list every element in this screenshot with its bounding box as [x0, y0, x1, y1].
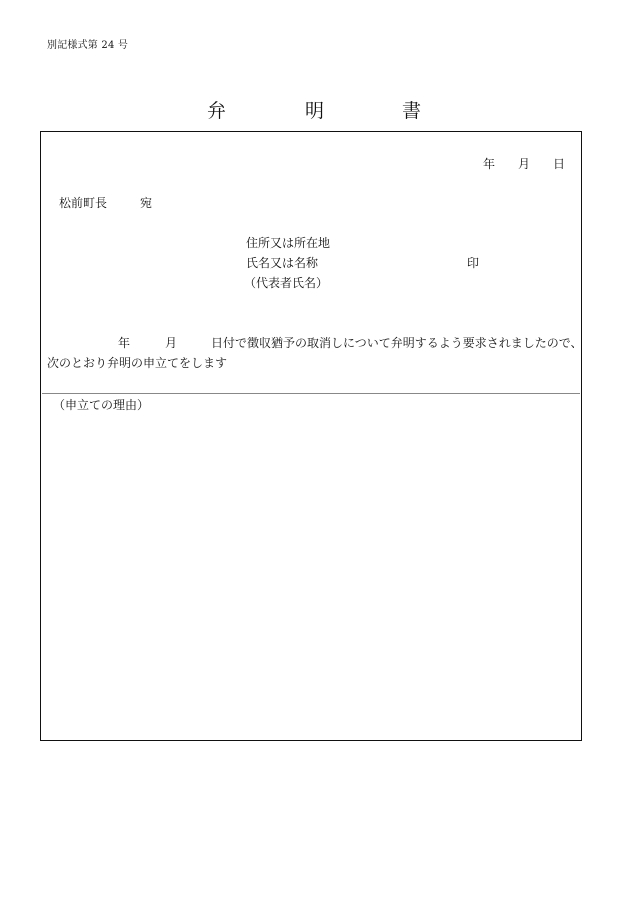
statement-line-2: 次のとおり弁明の申立てをします [47, 356, 228, 370]
addressee [59, 196, 153, 210]
date-month-label: 月 [518, 157, 531, 171]
title-char-1: 弁 [207, 100, 227, 122]
statement-line-1: 日付で徴収猶予の取消しについて弁明するよう要求されましたので、 [211, 336, 583, 350]
statement-year-label: 年 [118, 336, 131, 350]
addressee-honorific: 宛 [140, 196, 153, 210]
form-frame [40, 131, 582, 741]
date-day-label: 日 [553, 157, 566, 171]
statement-month-label: 月 [165, 336, 178, 350]
title-char-2: 明 [305, 100, 325, 122]
seal-mark: 印 [467, 256, 480, 270]
title-char-3: 書 [402, 100, 422, 122]
addressee-name: 松前町長 [59, 196, 108, 210]
form-number: 別記様式第 24 号 [47, 40, 129, 51]
date-year-label: 年 [483, 157, 496, 171]
address-label: 住所又は所在地 [246, 236, 331, 250]
section-divider [42, 393, 580, 394]
document-title [0, 99, 630, 123]
name-label: 氏名又は名称 [246, 256, 319, 270]
representative-label: （代表者氏名） [244, 276, 329, 290]
reason-label: （申立ての理由） [53, 398, 150, 412]
